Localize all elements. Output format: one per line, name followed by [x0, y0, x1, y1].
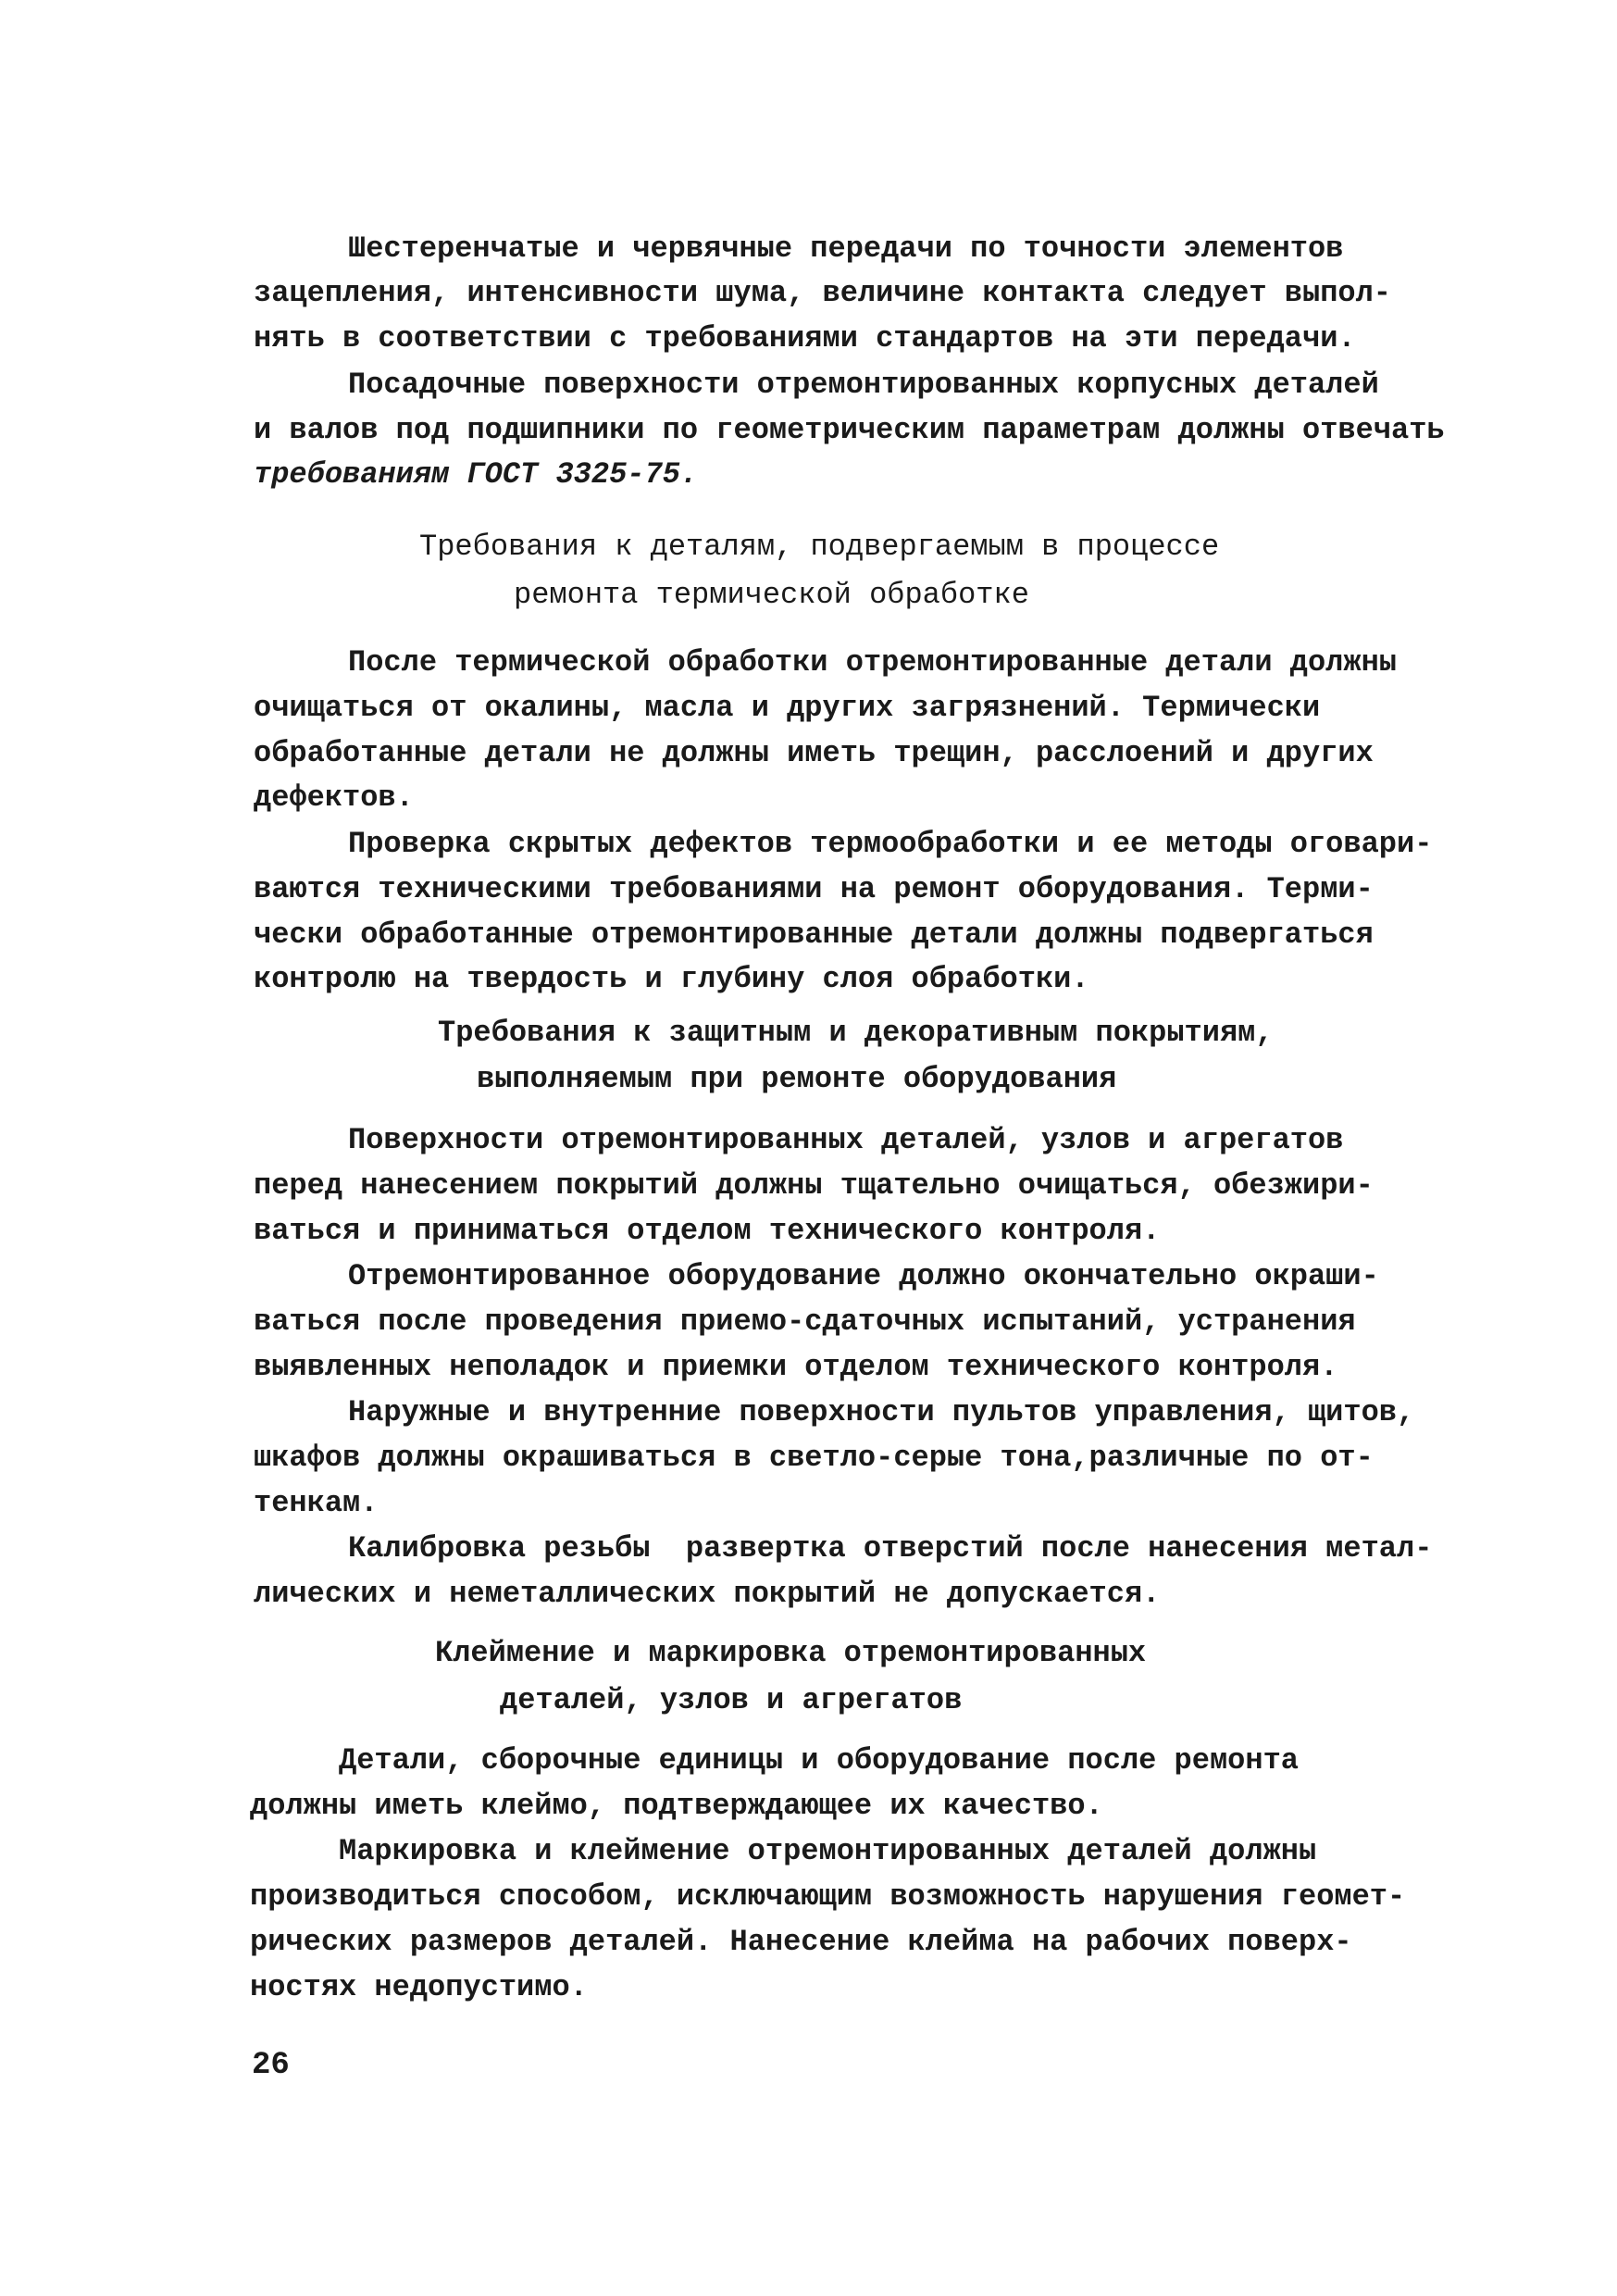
- section-heading-line: Требования к защитным и декоративным покрытиям,: [438, 1016, 1274, 1050]
- text-line: рических размеров деталей. Нанесение клейма на рабочих поверх-: [250, 1925, 1352, 1959]
- text-line: тенкам.: [254, 1486, 379, 1520]
- text-line: обработанные детали не должны иметь трещин, расслоений и других: [254, 736, 1374, 770]
- text-line: Наружные и внутренние поверхности пультов управления, щитов,: [348, 1395, 1415, 1429]
- text-line: Маркировка и клеймение отремонтированных деталей должны: [339, 1834, 1317, 1868]
- text-line: требованиям ГОСТ 3325-75.: [254, 457, 699, 492]
- text-line: После термической обработки отремонтированные детали должны: [348, 645, 1397, 680]
- section-heading-line: Требования к деталям, подвергаемым в процессе: [419, 530, 1220, 564]
- text-line: нять в соответствии с требованиями стандартов на эти передачи.: [254, 321, 1356, 356]
- text-line: ностях недопустимо.: [250, 1970, 588, 2004]
- text-line: Поверхности отремонтированных деталей, узлов и агрегатов: [348, 1123, 1344, 1157]
- text-line: Калибровка резьбы развертка отверстий после нанесения метал-: [348, 1531, 1433, 1566]
- section-heading-line: деталей, узлов и агрегатов: [500, 1683, 963, 1717]
- text-line: зацепления, интенсивности шума, величине контакта следует выпол-: [254, 276, 1391, 310]
- text-line: ваться после проведения приемо-сдаточных испытаний, устранения: [254, 1304, 1356, 1339]
- section-heading-line: ремонта термической обработке: [514, 578, 1029, 612]
- section-heading-line: выполняемым при ремонте оборудования: [477, 1062, 1117, 1096]
- text-line: производиться способом, исключающим возможность нарушения геомет-: [250, 1879, 1406, 1914]
- text-line: ваются техническими требованиями на ремонт оборудования. Терми-: [254, 872, 1374, 906]
- text-line: дефектов.: [254, 780, 414, 815]
- text-line: чески обработанные отремонтированные детали должны подвергаться: [254, 917, 1374, 952]
- text-line: и валов под подшипники по геометрическим параметрам должны отвечать: [254, 413, 1445, 447]
- text-line: ваться и приниматься отделом технического контроля.: [254, 1214, 1161, 1248]
- text-line: Отремонтированное оборудование должно окончательно окраши-: [348, 1259, 1379, 1293]
- text-line: лических и неметаллических покрытий не допускается.: [254, 1577, 1161, 1611]
- text-line: Шестеренчатые и червячные передачи по точности элементов: [348, 231, 1344, 266]
- text-line: очищаться от окалины, масла и других загрязнений. Термически: [254, 691, 1321, 725]
- text-line: перед нанесением покрытий должны тщательно очищаться, обезжири-: [254, 1168, 1374, 1203]
- text-line: выявленных неполадок и приемки отделом технического контроля.: [254, 1350, 1338, 1384]
- section-heading-line: Клеймение и маркировка отремонтированных: [435, 1636, 1147, 1670]
- text-line: Проверка скрытых дефектов термообработки и ее методы оговари-: [348, 827, 1433, 861]
- text-line: должны иметь клеймо, подтверждающее их качество.: [250, 1789, 1103, 1823]
- text-line: контролю на твердость и глубину слоя обработки.: [254, 962, 1089, 996]
- page-number: 26: [252, 2048, 290, 2083]
- text-line: Детали, сборочные единицы и оборудование после ремонта: [339, 1743, 1299, 1778]
- text-line: Посадочные поверхности отремонтированных корпусных деталей: [348, 368, 1379, 402]
- text-line: шкафов должны окрашиваться в светло-серые тона,различные по от-: [254, 1441, 1374, 1475]
